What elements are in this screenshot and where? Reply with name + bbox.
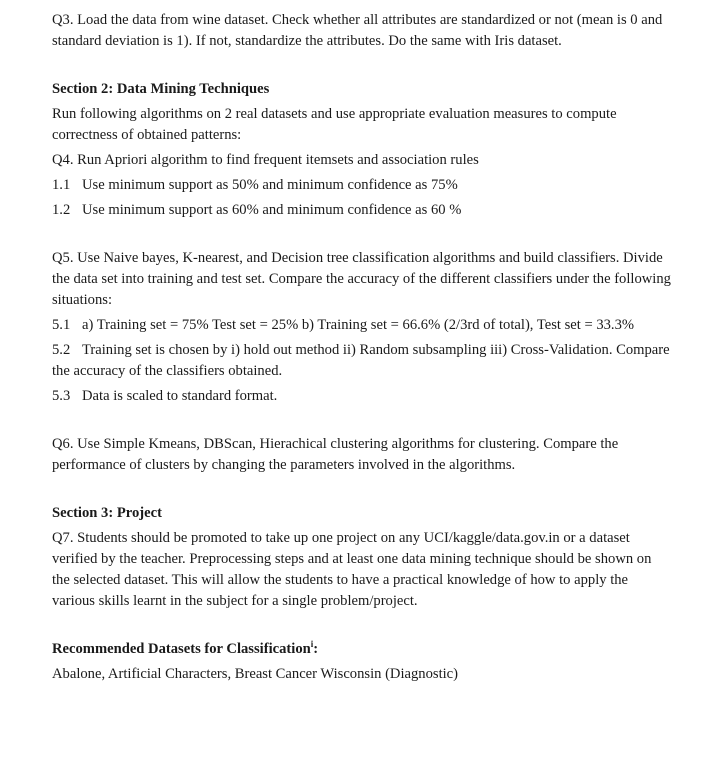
q3-paragraph: Q3. Load the data from wine dataset. Check whether all attributes are standardized or not (mean is 0 and standard deviation is 1). If not, standardize the attributes. Do the same with Iris dataset.	[52, 12, 663, 49]
section2-intro: Run following algorithms on 2 real datasets and use appropriate evaluation measures to compute correctness of obtained patterns:	[52, 106, 617, 143]
q5-item-3-text: Data is scaled to standard format.	[82, 388, 278, 404]
section2-heading: Section 2: Data Mining Techniques	[52, 81, 270, 97]
q6-paragraph: Q6. Use Simple Kmeans, DBScan, Hierachical clustering algorithms for clustering. Compare the performance of clusters by changing the parameters involved in the algorithms.	[52, 436, 619, 473]
section3-heading: Section 3: Project	[52, 505, 162, 521]
q5-item-1-text: a) Training set = 75% Test set = 25% b) Training set = 66.6% (2/3rd of total), Test set = 33.3%	[82, 317, 635, 333]
q5-item-2	[52, 340, 672, 382]
q5-item-2-number: 5.2	[52, 342, 71, 358]
footnote-marker: i	[310, 639, 314, 650]
q5-item-3	[52, 386, 672, 407]
q5-paragraph: Q5. Use Naive bayes, K-nearest, and Decision tree classification algorithms and build classifiers. Divide the data set into training and test set. Compare the accuracy of the different classifiers under the following situations:	[52, 250, 671, 308]
recommended-datasets: Abalone, Artificial Characters, Breast Cancer Wisconsin (Diagnostic)	[52, 666, 459, 682]
q5-item-1	[52, 315, 672, 336]
q7-paragraph: Q7. Students should be promoted to take up one project on any UCI/kaggle/data.gov.in or a dataset verified by the teacher. Preprocessing steps and at least one data mining technique should be shown on the selected dataset. This will allow the students to have a practical knowledge of how to apply the various skills learnt in the subject for a single problem/project.	[52, 530, 652, 609]
q4-item-1-text: Use minimum support as 50% and minimum confidence as 75%	[82, 177, 458, 193]
q4-item-2-text: Use minimum support as 60% and minimum confidence as 60 %	[82, 202, 462, 218]
recommended-heading-colon: :	[313, 641, 319, 657]
document-body	[52, 10, 672, 685]
q5-item-3-number: 5.3	[52, 388, 71, 404]
q5-item-2-text: Training set is chosen by i) hold out method ii) Random subsampling iii) Cross-Validation. Compare the accuracy of the classifiers obtained.	[52, 342, 670, 379]
q4-item-2-number: 1.2	[52, 202, 71, 218]
q4-paragraph: Q4. Run Apriori algorithm to find frequent itemsets and association rules	[52, 152, 479, 168]
q4-item-1	[52, 175, 672, 196]
recommended-heading	[52, 639, 672, 660]
q5-item-1-number: 5.1	[52, 317, 71, 333]
recommended-heading-text: Recommended Datasets for Classification	[52, 641, 311, 657]
q4-item-2	[52, 200, 672, 221]
q4-item-1-number: 1.1	[52, 177, 71, 193]
